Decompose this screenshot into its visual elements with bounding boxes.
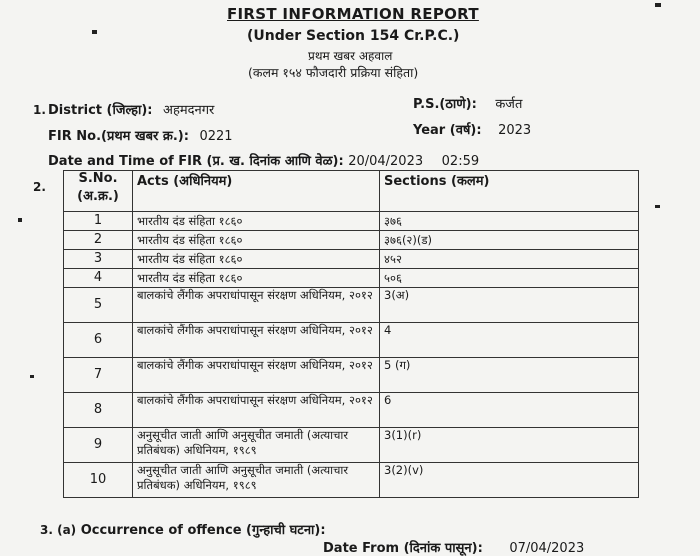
police-station-row	[413, 94, 522, 112]
section-1-number: 1.	[33, 103, 46, 117]
row-section: 6	[380, 393, 639, 428]
fir-label: FIR No.(प्रथम खबर क्र.):	[48, 129, 189, 144]
row-sno: 10	[64, 463, 133, 498]
table-row	[64, 358, 639, 393]
scan-speck	[18, 218, 22, 222]
row-sno: 5	[64, 288, 133, 323]
row-section: 5 (ग)	[380, 358, 639, 393]
row-act: अनुसूचीत जाती आणि अनुसूचीत जमाती (अत्याचार प्रतिबंधक) अधिनियम, १९८९	[133, 428, 380, 463]
row-sno: 3	[64, 250, 133, 269]
scan-speck	[92, 30, 97, 34]
time-value: 02:59	[441, 154, 480, 169]
district-label: District (जिल्हा):	[48, 103, 153, 118]
header-acts: Acts (अधिनियम)	[133, 171, 380, 212]
table-row	[64, 393, 639, 428]
ps-value: कर्जत	[495, 97, 523, 112]
row-sno: 6	[64, 323, 133, 358]
section-2-number: 2.	[33, 180, 46, 194]
row-sno: 4	[64, 269, 133, 288]
report-title: FIRST INFORMATION REPORT	[227, 5, 479, 23]
acts-sections-table	[63, 170, 639, 498]
table-row	[64, 231, 639, 250]
ps-label: P.S.(ठाणे):	[413, 97, 477, 112]
row-section: 3(1)(r)	[380, 428, 639, 463]
scan-speck	[655, 205, 660, 208]
table-row	[64, 269, 639, 288]
fir-datetime-row	[48, 151, 479, 169]
year-label: Year (वर्ष):	[413, 123, 482, 138]
table-row	[64, 463, 639, 498]
row-section: ३७६	[380, 212, 639, 231]
fir-value: 0221	[199, 129, 233, 144]
row-act: भारतीय दंड संहिता १८६०	[133, 212, 380, 231]
row-section: 3(2)(v)	[380, 463, 639, 498]
occurrence-row	[40, 520, 326, 538]
row-section: ४५२	[380, 250, 639, 269]
header-sections: Sections (कलम)	[380, 171, 639, 212]
table-row	[64, 212, 639, 231]
section-3-number: 3. (a)	[40, 523, 77, 537]
row-act: अनुसूचीत जाती आणि अनुसूचीत जमाती (अत्याचार प्रतिबंधक) अधिनियम, १९८९	[133, 463, 380, 498]
scan-speck	[30, 375, 34, 378]
row-sno: 1	[64, 212, 133, 231]
district-value: अहमदनगर	[163, 103, 215, 118]
row-act: भारतीय दंड संहिता १८६०	[133, 231, 380, 250]
row-sno: 7	[64, 358, 133, 393]
row-sno: 2	[64, 231, 133, 250]
date-value: 20/04/2023	[348, 154, 424, 169]
row-act: बालकांचे लैंगीक अपराधांपासून संरक्षण अधिनियम, २०१२	[133, 393, 380, 428]
report-subtitle: (Under Section 154 Cr.P.C.)	[247, 28, 460, 44]
row-section: ५०६	[380, 269, 639, 288]
row-act: बालकांचे लैंगीक अपराधांपासून संरक्षण अधिनियम, २०१२	[133, 288, 380, 323]
row-section: ३७६(२)(ड)	[380, 231, 639, 250]
date-from-row	[323, 538, 584, 556]
row-section: 3(अ)	[380, 288, 639, 323]
date-from-value: 07/04/2023	[509, 541, 585, 556]
table-header-row	[64, 171, 639, 212]
row-act: भारतीय दंड संहिता १८६०	[133, 250, 380, 269]
date-from-label: Date From (दिनांक पासून):	[323, 541, 483, 556]
row-act: भारतीय दंड संहिता १८६०	[133, 269, 380, 288]
marathi-subtitle: (कलम १५४ फौजदारी प्रक्रिया संहिता)	[248, 65, 419, 80]
table-row	[64, 323, 639, 358]
row-act: बालकांचे लैंगीक अपराधांपासून संरक्षण अधिनियम, २०१२	[133, 323, 380, 358]
year-value: 2023	[498, 123, 532, 138]
district-row	[48, 100, 214, 118]
marathi-title: प्रथम खबर अहवाल	[308, 49, 393, 63]
row-section: 4	[380, 323, 639, 358]
fir-number-row	[48, 126, 233, 144]
row-sno: 9	[64, 428, 133, 463]
header-sno: S.No. (अ.क्र.)	[64, 171, 133, 212]
row-act: बालकांचे लैंगीक अपराधांपासून संरक्षण अधिनियम, २०१२	[133, 358, 380, 393]
scan-speck	[655, 3, 661, 7]
year-row	[413, 120, 531, 138]
occurrence-label: Occurrence of offence (गुन्हाची घटना):	[80, 523, 326, 538]
row-sno: 8	[64, 393, 133, 428]
datetime-label: Date and Time of FIR (प्र. ख. दिनांक आणि वेळ):	[48, 154, 344, 169]
table-row	[64, 428, 639, 463]
table-row	[64, 288, 639, 323]
table-row	[64, 250, 639, 269]
